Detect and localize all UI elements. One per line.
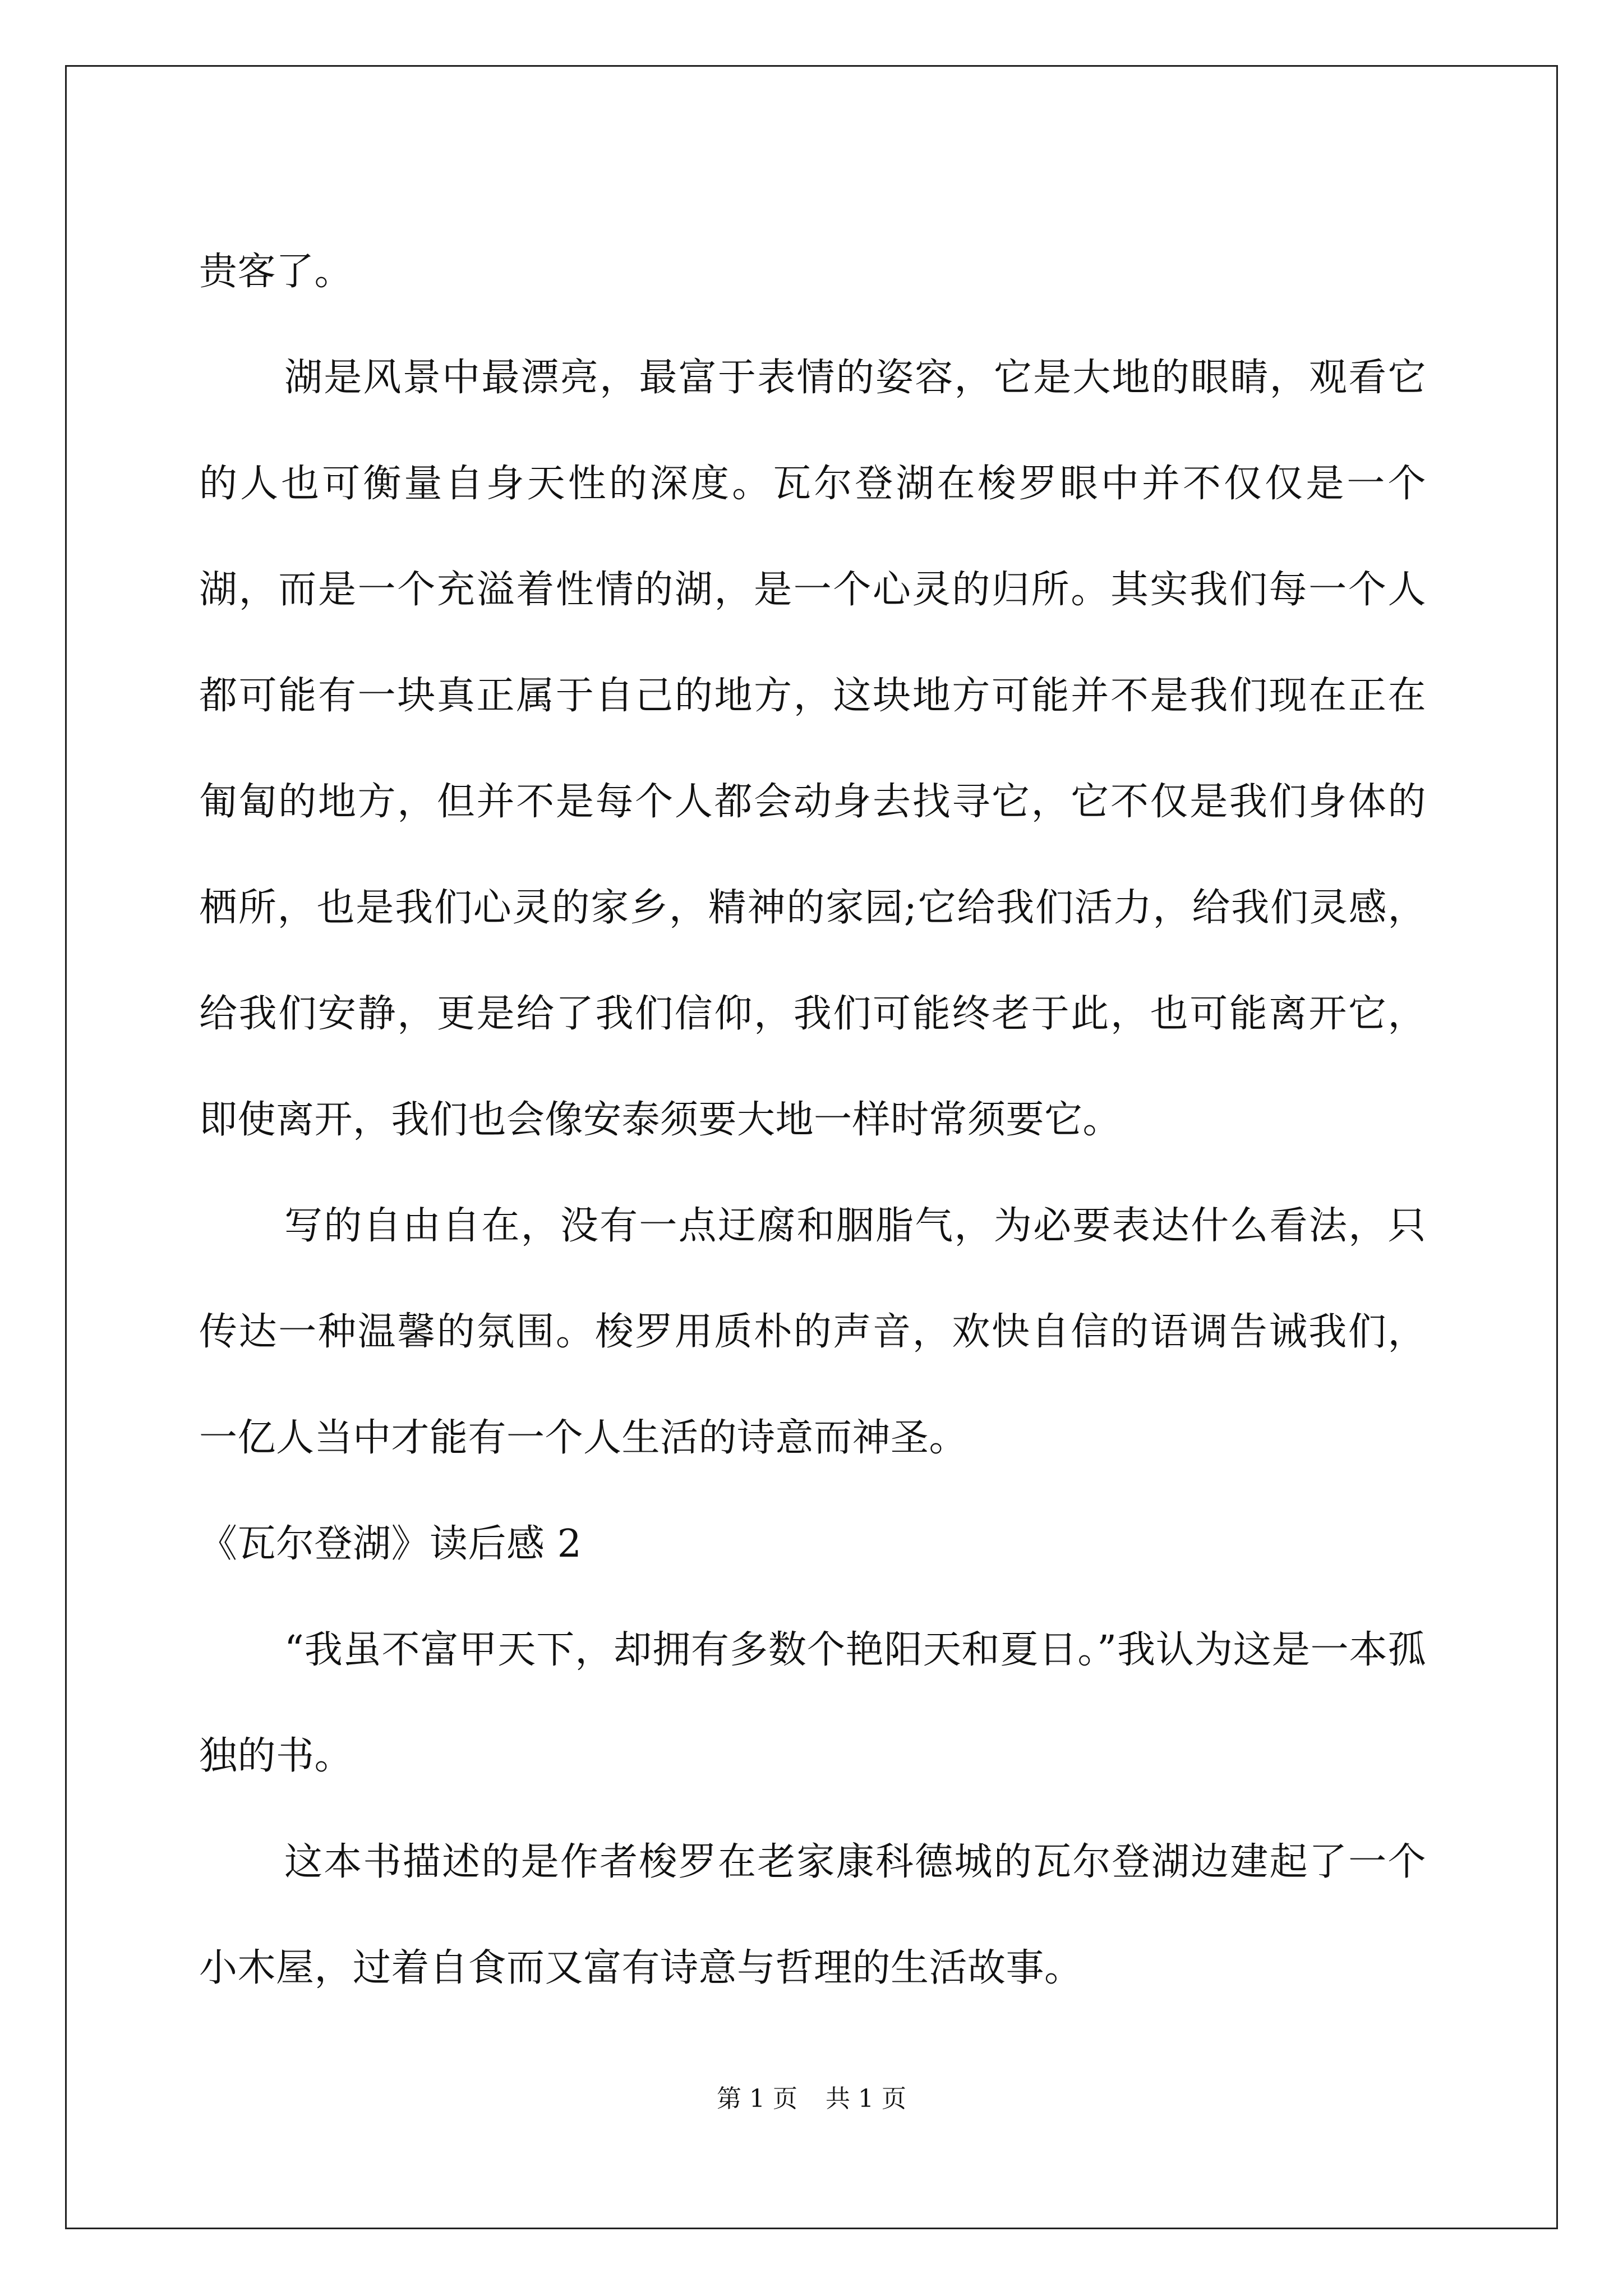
- page-footer: [0, 2082, 1623, 2116]
- page-number-total: 共 1 页: [826, 2085, 906, 2113]
- paragraph-writing-style: 写的自由自在，没有一点迂腐和胭脂气，为必要表达什么看法，只传达一种温馨的氛围。梭罗用质朴的声音，欢快自信的语调告诫我们，一亿人当中才能有一个人生活的诗意而神圣。: [199, 1204, 1426, 1460]
- paragraph-lake-description: 湖是风景中最漂亮，最富于表情的姿容，它是大地的眼睛，观看它的人也可衡量自身天性的深度。瓦尔登湖在梭罗眼中并不仅仅是一个湖，而是一个充溢着性情的湖，是一个心灵的归所。其实我们每一个人都可能有一块真正属于自己的地方，这块地方可能并不是我们现在正在匍匐的地方，但并不是每个人都会动身去找寻它，它不仅是我们身体的栖所，也是我们心灵的家乡，精神的家园;它给我们活力，给我们灵感，给我们安静，更是给了我们信仰，我们可能终老于此，也可能离开它，即使离开，我们也会像安泰须要大地一样时常须要它。: [199, 356, 1426, 1142]
- document-body: [199, 219, 1426, 2021]
- paragraph-book-summary: 这本书描述的是作者梭罗在老家康科德城的瓦尔登湖边建起了一个小木屋，过着自食而又富有诗意与哲理的生活故事。: [199, 1840, 1426, 1990]
- paragraph-continuation: 贵客了。: [199, 250, 353, 294]
- section-heading: 《瓦尔登湖》读后感 2: [199, 1522, 582, 1566]
- paragraph-quote: “我虽不富甲天下，却拥有多数个艳阳天和夏日。”我认为这是一本孤独的书。: [199, 1628, 1426, 1778]
- page-number-current: 第 1 页: [717, 2085, 797, 2113]
